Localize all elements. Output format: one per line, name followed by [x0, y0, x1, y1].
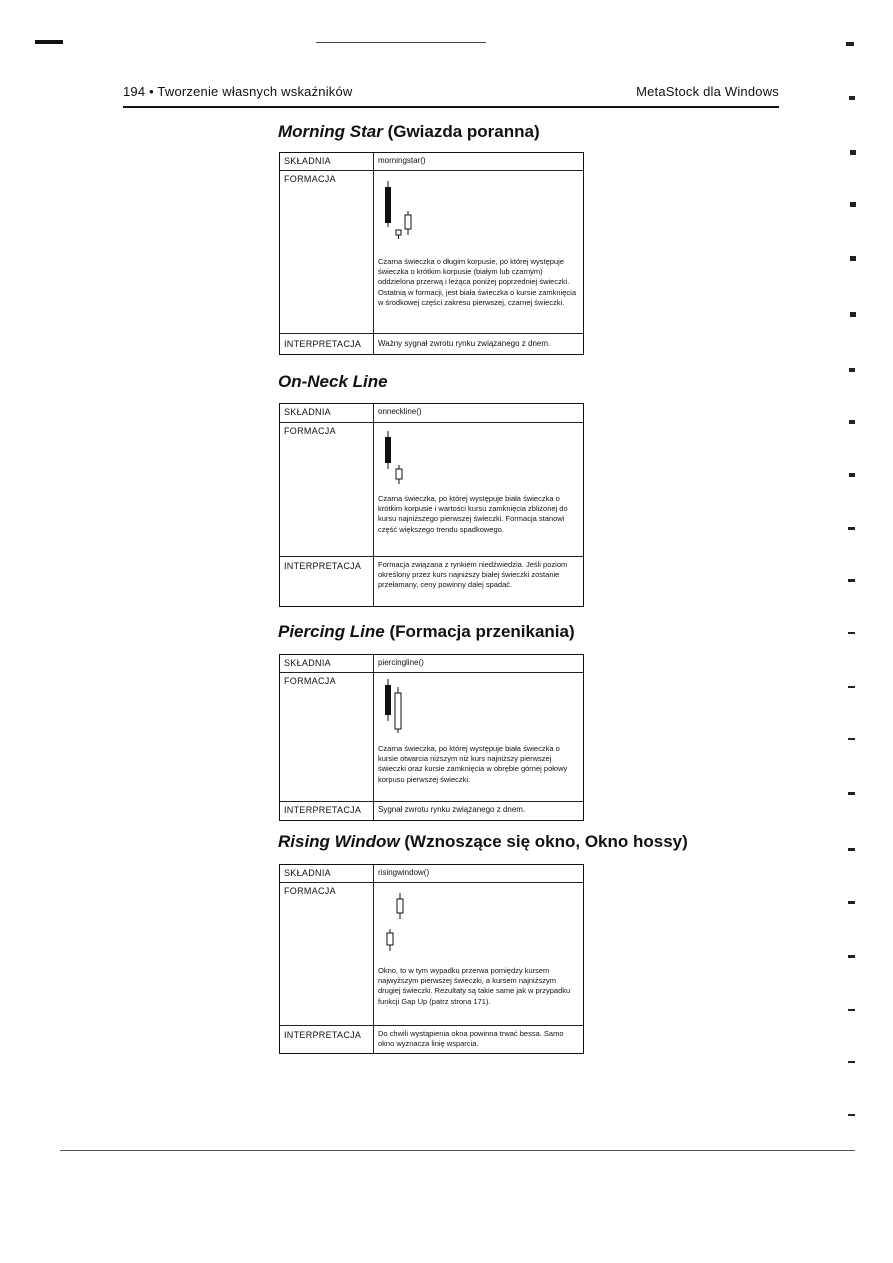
title-en: Rising Window [278, 832, 400, 851]
title-pl: (Gwiazda poranna) [382, 122, 540, 141]
binding-mark [849, 473, 855, 477]
syntax-label: SKŁADNIA [284, 658, 331, 668]
syntax-value: onneckline() [378, 407, 422, 416]
white-candle-short [396, 465, 402, 484]
binding-mark [848, 738, 855, 740]
interpretation-label: INTERPRETACJA [284, 1030, 362, 1040]
interpretation-text: Formacja związana z rynkiem niedźwiedzia. Jeśli poziom określony przez kurs najniższy białej świeczki zostanie przełamany, ceny powinny dalej spadać. [378, 560, 568, 590]
interpretation-text: Do chwili wystąpienia okna powinna trwać bessa. Samo okno wyznacza linię wsparcia. [378, 1029, 564, 1049]
row-interpretation [280, 802, 583, 820]
pattern-table-piercing-line [279, 654, 584, 821]
row-interpretation [280, 557, 583, 606]
binding-mark [849, 368, 855, 372]
black-candle [385, 679, 391, 721]
formation-label: FORMACJA [284, 174, 336, 184]
binding-mark [850, 256, 856, 261]
binding-mark [848, 848, 855, 851]
binding-mark [848, 632, 855, 634]
binding-mark [848, 1061, 855, 1063]
white-candle-lower [387, 929, 393, 951]
binding-mark [848, 1009, 855, 1011]
scan-corner-mark [35, 40, 63, 44]
row-formation [280, 171, 583, 334]
header-rule [123, 106, 779, 108]
row-syntax [280, 865, 583, 883]
interpretation-label: INTERPRETACJA [284, 805, 362, 815]
formation-description: Czarna świeczka, po której występuje biała świeczka o kursie otwarcia niższym niż kurs najniższy pierwszej świeczki oraz kursie zamknięcia w obrębie górnej połowy korpusu pierwszej świeczki. [378, 744, 568, 784]
row-interpretation [280, 1026, 583, 1053]
formation-description: Czarna świeczka o długim korpusie, po której występuje świeczka o krótkim korpusie (białym lub czarnym) oddzielona przerwą i leżąca poniżej poprzedniej świeczki. Ostatnią w formacji, jest biała świeczka o kursie zamknięcia w środkowej części zakresu pierwszej, czarnej świeczki. [378, 257, 576, 307]
running-header-right: MetaStock dla Windows [636, 84, 779, 99]
footer-rule [60, 1150, 855, 1151]
binding-mark [848, 792, 855, 795]
binding-mark [848, 1114, 855, 1116]
interpretation-text: Ważny sygnał zwrotu rynku związanego z dnem. [378, 339, 551, 348]
title-pl: (Formacja przenikania) [384, 622, 575, 641]
candlestick-diagram [380, 889, 440, 959]
section-title-piercing-line [278, 622, 575, 642]
small-candle-gap-down [396, 230, 401, 239]
binding-mark [850, 150, 856, 155]
formation-label: FORMACJA [284, 426, 336, 436]
white-candle-upper [397, 893, 403, 919]
syntax-label: SKŁADNIA [284, 156, 331, 166]
pattern-table-on-neck-line [279, 403, 584, 607]
binding-mark [848, 579, 855, 582]
row-syntax [280, 655, 583, 673]
black-candle [385, 431, 391, 469]
binding-mark [850, 312, 856, 317]
section-title-morning-star [278, 122, 540, 142]
pattern-table-morning-star [279, 152, 584, 355]
section-title-on-neck-line [278, 372, 388, 392]
title-pl: (Wznoszące się okno, Okno hossy) [399, 832, 688, 851]
row-interpretation [280, 334, 583, 354]
title-en: Morning Star [278, 122, 383, 141]
syntax-value: piercingline() [378, 658, 424, 667]
formation-label: FORMACJA [284, 676, 336, 686]
title-en: Piercing Line [278, 622, 385, 641]
syntax-value: risingwindow() [378, 868, 430, 877]
row-formation [280, 673, 583, 802]
row-syntax [280, 404, 583, 423]
syntax-value: morningstar() [378, 156, 426, 165]
candlestick-diagram [380, 429, 440, 489]
scan-line [316, 42, 486, 43]
running-header-left: 194 • Tworzenie własnych wskaźników [123, 84, 353, 99]
title-en: On-Neck Line [278, 372, 388, 391]
interpretation-label: INTERPRETACJA [284, 561, 362, 571]
candlestick-diagram [380, 179, 440, 245]
pattern-table-rising-window [279, 864, 584, 1054]
binding-mark [848, 686, 855, 688]
interpretation-label: INTERPRETACJA [284, 339, 362, 349]
black-candle-long [385, 181, 391, 227]
binding-mark [849, 96, 855, 100]
interpretation-text: Sygnał zwrotu rynku związanego z dnem. [378, 805, 526, 814]
binding-mark [850, 202, 856, 207]
row-syntax [280, 153, 583, 171]
formation-description: Okno, to w tym wypadku przerwa pomiędzy kursem najwyższym pierwszej świeczki, a kursem najniższym drugiej świeczki. Rezultaty są takie same jak w przypadku funkcji Gap Up (patrz strona 171). [378, 966, 571, 1006]
white-candle [405, 211, 411, 235]
white-candle-piercing [395, 687, 401, 733]
syntax-label: SKŁADNIA [284, 868, 331, 878]
formation-label: FORMACJA [284, 886, 336, 896]
syntax-label: SKŁADNIA [284, 407, 331, 417]
row-formation [280, 883, 583, 1026]
binding-mark [846, 42, 854, 46]
binding-mark [848, 955, 855, 958]
binding-mark [849, 420, 855, 424]
formation-description: Czarna świeczka, po której występuje biała świeczka o krótkim korpusie i wartości kursu zamknięcia zbliżonej do kursu najniższego pierwszej świeczki. Formacja stanowi część większego trendu spadkowego. [378, 494, 568, 534]
binding-mark [848, 901, 855, 904]
binding-mark [848, 527, 855, 530]
row-formation [280, 423, 583, 557]
section-title-rising-window [278, 832, 688, 852]
candlestick-diagram [380, 677, 440, 737]
